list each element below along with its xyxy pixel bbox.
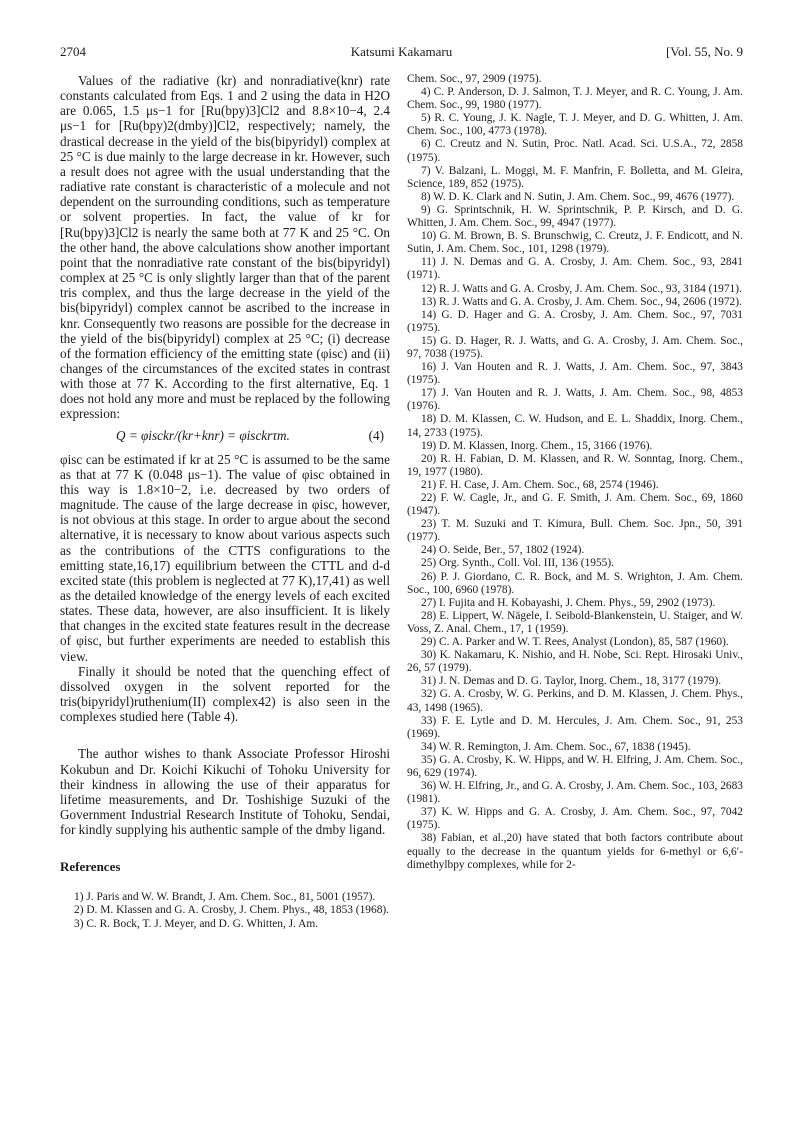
body-paragraph-2: φisc can be estimated if kr at 25 °C is assumed to be the same as that at 77 K (0.048 μs−1). The value of φisc obtained in this way is 1.8×10−2, i.e. decreased by two orders of magnitude. The cause of the large decrease in φisc, however, is not obvious at this stage. In order to argue about the second alternative, it is necessary to know about various aspects such as the contributions of the CTTS configurations to the emitting state,16,17) equilibrium between the CTTL and d-d excited state (this problem is neglected at 77 K),17,41) as well as the detailed knowledge of the energy levels of each excited states. These data, however, are also insufficient. It is likely that changes in the excited state features result in the decrease of φisc, but further experiments are needed to establish this view. xyxy=(60,451,390,664)
reference-list-right xyxy=(407,86,743,872)
reference-item: 37) K. W. Hipps and G. A. Crosby, J. Am. Chem. Soc., 97, 7042 (1975). xyxy=(407,806,743,832)
reference-item: 23) T. M. Suzuki and T. Kimura, Bull. Chem. Soc. Jpn., 50, 391 (1977). xyxy=(407,518,743,544)
right-column xyxy=(407,73,743,872)
reference-item: 30) K. Nakamaru, K. Nishio, and H. Nobe, Sci. Rept. Hirosaki Univ., 26, 57 (1979). xyxy=(407,649,743,675)
reference-item: 28) E. Lippert, W. Nägele, I. Seibold-Blankenstein, U. Staiger, and W. Voss, Z. Anal. Chem., 17, 1 (1959). xyxy=(407,609,743,635)
reference-item: 9) G. Sprintschnik, H. W. Sprintschnik, P. P. Kirsch, and D. G. Whitten, J. Am. Chem. Soc., 99, 4947 (1977). xyxy=(407,203,743,230)
equation-4 xyxy=(60,428,390,446)
reference-item: 7) V. Balzani, L. Moggi, M. F. Manfrin, F. Bolletta, and M. Gleira, Science, 189, 852 (1975). xyxy=(407,164,743,190)
running-author: Katsumi Kakamaru xyxy=(350,44,453,59)
reference-item: 1) J. Paris and W. W. Brandt, J. Am. Chem. Soc., 81, 5001 (1957). xyxy=(74,891,376,904)
reference-item: 24) O. Seide, Ber., 57, 1802 (1924). xyxy=(421,544,585,557)
equation-expression: Q = φisckr/(kr+knr) = φisckrτm. xyxy=(116,427,290,443)
journal-volume: [Vol. 55, No. 9 xyxy=(665,44,743,59)
reference-list-left xyxy=(60,891,390,930)
reference-item: 21) F. H. Case, J. Am. Chem. Soc., 68, 2574 (1946). xyxy=(421,478,659,491)
reference-item: 8) W. D. K. Clark and N. Sutin, J. Am. Chem. Soc., 99, 4676 (1977). xyxy=(421,190,735,203)
reference-item: 2) D. M. Klassen and G. A. Crosby, J. Chem. Phys., 48, 1853 (1968). xyxy=(74,904,390,917)
reference-item: 29) C. A. Parker and W. T. Rees, Analyst (London), 85, 587 (1960). xyxy=(421,636,729,649)
reference-item: 27) I. Fujita and H. Kobayashi, J. Chem. Phys., 59, 2902 (1973). xyxy=(421,596,716,609)
left-column xyxy=(60,73,390,931)
reference-item: 35) G. A. Crosby, K. W. Hipps, and W. H. Elfring, J. Am. Chem. Soc., 96, 629 (1974). xyxy=(407,753,743,779)
reference-item: 3) C. R. Bock, T. J. Meyer, and D. G. Whitten, J. Am. xyxy=(74,917,319,930)
reference-continuation: Chem. Soc., 97, 2909 (1975). xyxy=(407,73,542,85)
page-number: 2704 xyxy=(60,44,86,59)
reference-item: 31) J. N. Demas and D. G. Taylor, Inorg. Chem., 18, 3177 (1979). xyxy=(421,675,722,688)
reference-item: 18) D. M. Klassen, C. W. Hudson, and E. L. Shaddix, Inorg. Chem., 14, 2733 (1975). xyxy=(407,413,743,439)
page-header xyxy=(60,44,743,62)
reference-item: 34) W. R. Remington, J. Am. Chem. Soc., 67, 1838 (1945). xyxy=(421,740,691,753)
reference-item: 12) R. J. Watts and G. A. Crosby, J. Am. Chem. Soc., 93, 3184 (1971). xyxy=(421,282,742,295)
section-gap xyxy=(60,724,390,746)
reference-item: 13) R. J. Watts and G. A. Crosby, J. Am. Chem. Soc., 94, 2606 (1972). xyxy=(421,295,742,308)
reference-item: 15) G. D. Hager, R. J. Watts, and G. A. Crosby, J. Am. Chem. Soc., 97, 7038 (1975). xyxy=(407,334,743,360)
acknowledgment: The author wishes to thank Associate Professor Hiroshi Kokubun and Dr. Koichi Kikuchi of Tohoku University for their kindness in allowing the use of their apparatus for lifetime measurements, and Dr. Toshishige Suzuki of the Government Industrial Research Institute of Tohoku, Sendai, for kindly supplying his authentic sample of the dmby ligand. xyxy=(60,746,390,838)
reference-item: 16) J. Van Houten and R. J. Watts, J. Am. Chem. Soc., 97, 3843 (1975). xyxy=(407,361,743,387)
reference-item: 11) J. N. Demas and G. A. Crosby, J. Am. Chem. Soc., 93, 2841 (1971). xyxy=(407,256,743,282)
reference-item: 22) F. W. Cagle, Jr., and G. F. Smith, J. Am. Chem. Soc., 69, 1860 (1947). xyxy=(407,492,743,518)
references-heading: References xyxy=(60,859,121,875)
reference-item: 10) G. M. Brown, B. S. Brunschwig, C. Creutz, J. F. Endicott, and N. Sutin, J. Am. Chem. Soc., 101, 1298 (1979). xyxy=(407,230,743,256)
reference-item: 38) Fabian, et al.,20) have stated that both factors contribute about equally to the decrease in the quantum yields for 6-methyl or 6,6′-dimethylbpy complexes, while for 2- xyxy=(407,832,743,871)
reference-item: 19) D. M. Klassen, Inorg. Chem., 15, 3166 (1976). xyxy=(421,439,653,452)
reference-item: 20) R. H. Fabian, D. M. Klassen, and R. W. Sonntag, Inorg. Chem., 19, 1977 (1980). xyxy=(407,452,743,478)
reference-item: 36) W. H. Elfring, Jr., and G. A. Crosby, J. Am. Chem. Soc., 103, 2683 (1981). xyxy=(407,780,743,806)
reference-item: 14) G. D. Hager and G. A. Crosby, J. Am. Chem. Soc., 97, 7031 (1975). xyxy=(407,308,743,334)
reference-item: 32) G. A. Crosby, W. G. Perkins, and D. M. Klassen, J. Chem. Phys., 43, 1498 (1965). xyxy=(407,688,743,714)
reference-item: 5) R. C. Young, J. K. Nagle, T. J. Meyer, and D. G. Whitten, J. Am. Chem. Soc., 100, 4773 (1978). xyxy=(407,112,743,138)
reference-item: 25) Org. Synth., Coll. Vol. III, 136 (1955). xyxy=(421,557,615,570)
reference-item: 33) F. E. Lytle and D. M. Hercules, J. Am. Chem. Soc., 91, 253 (1969). xyxy=(407,714,743,740)
equation-number: (4) xyxy=(368,427,384,443)
reference-item: 26) P. J. Giordano, C. R. Bock, and M. S. Wrighton, J. Am. Chem. Soc., 100, 6960 (1978). xyxy=(407,570,743,596)
body-paragraph-3: Finally it should be noted that the quenching effect of dissolved oxygen in the solvent reported for the tris(bipyridyl)ruthenium(II) complex42) is also seen in the complexes studied here (Table 4). xyxy=(60,663,390,725)
reference-item: 17) J. Van Houten and R. J. Watts, J. Am. Chem. Soc., 98, 4853 (1976). xyxy=(407,387,743,413)
reference-item: 4) C. P. Anderson, D. J. Salmon, T. J. Meyer, and R. C. Young, J. Am. Chem. Soc., 99, 1980 (1977). xyxy=(407,86,743,112)
body-paragraph-1: Values of the radiative (kr) and nonradiative(knr) rate constants calculated from Eqs. 1 and 2 using the data in H2O are 0.065, 1.5 μs−1 for [Ru(bpy)3]Cl2 and 8.8×10−4, 2.4 μs−1 for [Ru(bpy)2(dmby)]Cl2, respectively; namely, the drastical decrease in the yield of the bis(bipyridyl) complex at 25 °C is due mainly to the large decrease in kr. However, such a result does not agree with the usual understanding that the radiative rate constant is characteristic of a molecule and not dependent on the surrounding conditions, such as temperature or solvent properties. In fact, the value of kr for [Ru(bpy)3]Cl2 is nearly the same both at 77 K and 25 °C. On the other hand, the above calculations show another important point that the nonradiative rate constant of the bis(bipyridyl) complex at 25 °C is only slightly larger than that of the parent tris complex, and thus the large decrease in the yield of the bis(bipyridyl) complex cannot be ascribed to the increase in knr. Consequently two reasons are possible for the decrease in the yield of the bis(bipyridyl) complex at 25 °C; (i) decrease of the formation efficiency of the emitting state (φisc) and (ii) changes of the circumstances of the excited states in contrast with those at 77 K. According to the first alternative, Eq. 1 does not hold any more and must be replaced by the following expression: xyxy=(60,73,390,422)
reference-item: 6) C. Creutz and N. Sutin, Proc. Natl. Acad. Sci. U.S.A., 72, 2858 (1975). xyxy=(407,138,743,164)
